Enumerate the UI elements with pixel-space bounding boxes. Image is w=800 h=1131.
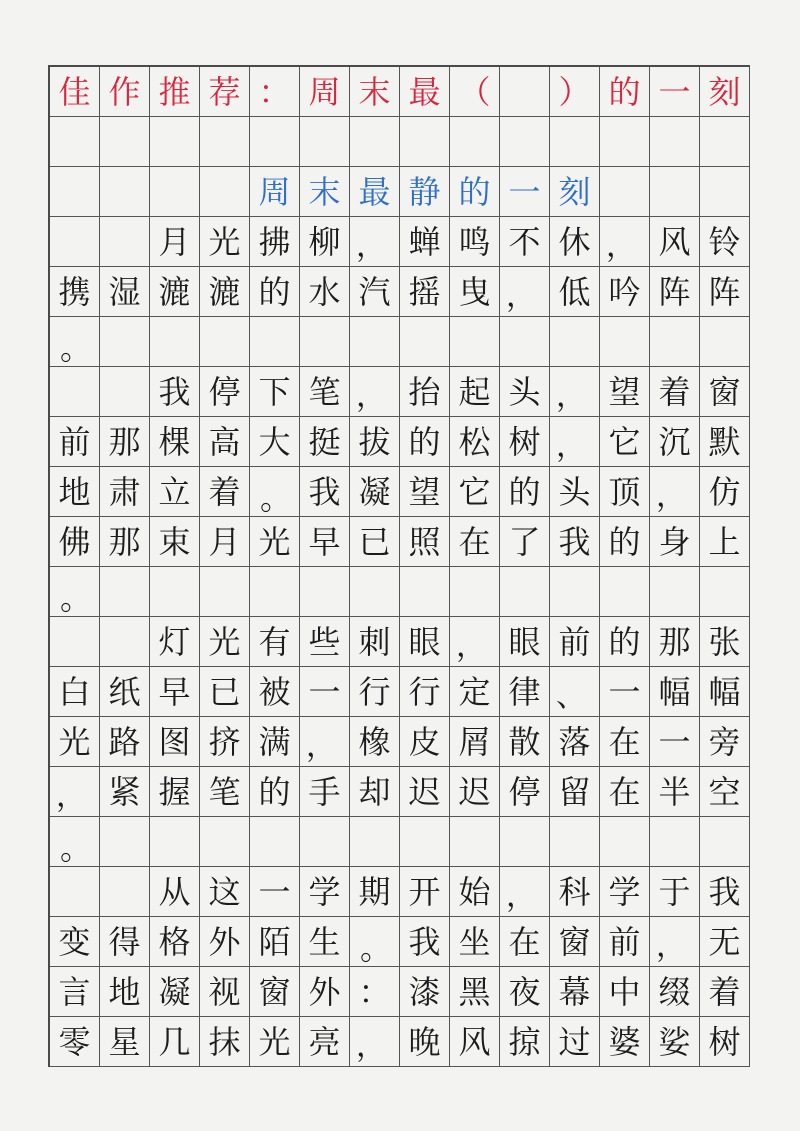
essay-char-cell: 抬: [400, 367, 450, 417]
essay-char-cell: ，: [350, 367, 400, 417]
essay-char-cell: 月: [150, 217, 200, 267]
essay-char-cell: 的: [400, 417, 450, 467]
essay-char-cell: 头: [550, 467, 600, 517]
essay-char-cell: 树: [500, 417, 550, 467]
essay-char-cell: 握: [150, 767, 200, 817]
essay-char-cell: 我: [700, 867, 750, 917]
essay-char-cell: 得: [100, 917, 150, 967]
essay-char-cell: [600, 567, 650, 617]
essay-char-cell: 无: [700, 917, 750, 967]
essay-title-char: 一: [500, 167, 550, 217]
essay-char-cell: 阵: [700, 267, 750, 317]
essay-char-cell: 的: [600, 517, 650, 567]
essay-char-cell: 刺: [350, 617, 400, 667]
essay-char-cell: 大: [250, 417, 300, 467]
essay-char-cell: 过: [550, 1017, 600, 1067]
essay-char-cell: 它: [600, 417, 650, 467]
essay-char-cell: 漆: [400, 967, 450, 1017]
essay-char-cell: [350, 317, 400, 367]
header-title-char: ）: [550, 67, 600, 117]
essay-char-cell: 黑: [450, 967, 500, 1017]
header-title-char: （: [450, 67, 500, 117]
essay-char-cell: [700, 817, 750, 867]
essay-char-cell: [300, 317, 350, 367]
essay-char-cell: [300, 567, 350, 617]
essay-char-cell: 停: [200, 367, 250, 417]
essay-char-cell: 这: [200, 867, 250, 917]
essay-char-cell: [250, 567, 300, 617]
essay-char-cell: 外: [200, 917, 250, 967]
essay-char-cell: [500, 817, 550, 867]
essay-char-cell: 眼: [400, 617, 450, 667]
essay-char-cell: 格: [150, 917, 200, 967]
essay-char-cell: 满: [250, 717, 300, 767]
essay-title-char: 刻: [550, 167, 600, 217]
header-title-char: 佳: [50, 67, 100, 117]
essay-char-cell: [200, 817, 250, 867]
essay-char-cell: 学: [300, 867, 350, 917]
essay-char-cell: 在: [600, 717, 650, 767]
essay-char-cell: 默: [700, 417, 750, 467]
essay-char-cell: 手: [300, 767, 350, 817]
essay-char-cell: 拂: [250, 217, 300, 267]
essay-char-cell: 沉: [650, 417, 700, 467]
essay-char-cell: [100, 817, 150, 867]
empty-cell: [300, 117, 350, 167]
essay-char-cell: 挤: [200, 717, 250, 767]
empty-cell: [550, 117, 600, 167]
essay-char-cell: 开: [400, 867, 450, 917]
essay-char-cell: 迟: [400, 767, 450, 817]
essay-char-cell: 灯: [150, 617, 200, 667]
essay-char-cell: 橡: [350, 717, 400, 767]
essay-char-cell: 树: [700, 1017, 750, 1067]
essay-char-cell: 外: [300, 967, 350, 1017]
essay-char-cell: [700, 317, 750, 367]
essay-char-cell: 期: [350, 867, 400, 917]
essay-char-cell: [450, 317, 500, 367]
essay-title-char: 静: [400, 167, 450, 217]
essay-char-cell: 始: [450, 867, 500, 917]
essay-char-cell: ，: [50, 767, 100, 817]
essay-char-cell: 紧: [100, 767, 150, 817]
essay-char-cell: 。: [250, 467, 300, 517]
essay-char-cell: [500, 567, 550, 617]
essay-char-cell: [150, 317, 200, 367]
essay-char-cell: [100, 317, 150, 367]
empty-cell: [650, 117, 700, 167]
essay-char-cell: 零: [50, 1017, 100, 1067]
essay-char-cell: [200, 567, 250, 617]
essay-char-cell: 着: [700, 967, 750, 1017]
essay-char-cell: 娑: [650, 1017, 700, 1067]
essay-char-cell: [250, 817, 300, 867]
essay-char-cell: ，: [650, 467, 700, 517]
essay-char-cell: 上: [700, 517, 750, 567]
essay-char-cell: 落: [550, 717, 600, 767]
essay-char-cell: 头: [500, 367, 550, 417]
essay-char-cell: 夜: [500, 967, 550, 1017]
essay-char-cell: 肃: [100, 467, 150, 517]
essay-char-cell: 星: [100, 1017, 150, 1067]
essay-char-cell: ，: [550, 367, 600, 417]
essay-char-cell: 皮: [400, 717, 450, 767]
essay-char-cell: 早: [150, 667, 200, 717]
header-title-char: 刻: [700, 67, 750, 117]
essay-char-cell: 风: [650, 217, 700, 267]
essay-char-cell: 前: [600, 917, 650, 967]
empty-cell: [350, 117, 400, 167]
essay-char-cell: 前: [550, 617, 600, 667]
essay-char-cell: [600, 317, 650, 367]
essay-char-cell: 言: [50, 967, 100, 1017]
essay-char-cell: [100, 567, 150, 617]
essay-char-cell: 水: [300, 267, 350, 317]
essay-char-cell: ，: [450, 617, 500, 667]
essay-char-cell: 高: [200, 417, 250, 467]
essay-char-cell: 在: [500, 917, 550, 967]
essay-char-cell: 。: [50, 817, 100, 867]
essay-char-cell: [150, 817, 200, 867]
essay-char-cell: 空: [700, 767, 750, 817]
essay-char-cell: 那: [650, 617, 700, 667]
essay-char-cell: [500, 317, 550, 367]
essay-char-cell: 仿: [700, 467, 750, 517]
essay-char-cell: [50, 217, 100, 267]
essay-char-cell: 。: [50, 317, 100, 367]
essay-char-cell: [400, 317, 450, 367]
empty-cell: [100, 117, 150, 167]
essay-char-cell: 了: [500, 517, 550, 567]
essay-char-cell: 行: [350, 667, 400, 717]
essay-char-cell: 幅: [700, 667, 750, 717]
essay-char-cell: 旁: [700, 717, 750, 767]
essay-char-cell: 松: [450, 417, 500, 467]
essay-char-cell: [100, 217, 150, 267]
header-title-char: 荐: [200, 67, 250, 117]
essay-char-cell: [700, 567, 750, 617]
essay-char-cell: 窗: [550, 917, 600, 967]
essay-char-cell: [550, 317, 600, 367]
essay-char-cell: 月: [200, 517, 250, 567]
essay-char-cell: ，: [300, 717, 350, 767]
essay-char-cell: 凝: [350, 467, 400, 517]
essay-char-cell: 从: [150, 867, 200, 917]
essay-char-cell: 科: [550, 867, 600, 917]
essay-char-cell: 停: [500, 767, 550, 817]
essay-char-cell: 眼: [500, 617, 550, 667]
empty-cell: [700, 117, 750, 167]
essay-char-cell: 幕: [550, 967, 600, 1017]
essay-char-cell: 铃: [700, 217, 750, 267]
essay-char-cell: [350, 567, 400, 617]
essay-char-cell: 图: [150, 717, 200, 767]
essay-char-cell: 我: [300, 467, 350, 517]
essay-char-cell: 纸: [100, 667, 150, 717]
essay-char-cell: 照: [400, 517, 450, 567]
empty-cell: [400, 117, 450, 167]
empty-cell: [50, 167, 100, 217]
header-title-char: 作: [100, 67, 150, 117]
essay-char-cell: 它: [450, 467, 500, 517]
essay-char-cell: [650, 317, 700, 367]
essay-char-cell: 光: [250, 1017, 300, 1067]
essay-char-cell: 湿: [100, 267, 150, 317]
essay-title-char: 末: [300, 167, 350, 217]
essay-char-cell: 留: [550, 767, 600, 817]
empty-cell: [100, 167, 150, 217]
essay-char-cell: 亮: [300, 1017, 350, 1067]
essay-char-cell: 望: [400, 467, 450, 517]
essay-char-cell: 屑: [450, 717, 500, 767]
writing-grid-paper: [48, 65, 750, 1067]
essay-char-cell: 光: [50, 717, 100, 767]
essay-char-cell: 着: [200, 467, 250, 517]
essay-char-cell: ：: [350, 967, 400, 1017]
essay-char-cell: 于: [650, 867, 700, 917]
essay-char-cell: [400, 817, 450, 867]
essay-char-cell: 那: [100, 517, 150, 567]
empty-cell: [450, 117, 500, 167]
essay-char-cell: 早: [300, 517, 350, 567]
essay-title-char: 的: [450, 167, 500, 217]
essay-char-cell: ，: [350, 217, 400, 267]
essay-char-cell: 挺: [300, 417, 350, 467]
essay-char-cell: ，: [500, 867, 550, 917]
essay-char-cell: 晚: [400, 1017, 450, 1067]
essay-char-cell: 一: [300, 667, 350, 717]
header-title-char: 末: [350, 67, 400, 117]
essay-char-cell: 低: [550, 267, 600, 317]
essay-char-cell: 风: [450, 1017, 500, 1067]
essay-char-cell: 前: [50, 417, 100, 467]
essay-char-cell: 摇: [400, 267, 450, 317]
essay-char-cell: 已: [350, 517, 400, 567]
essay-char-cell: [100, 867, 150, 917]
header-title-char: ：: [250, 67, 300, 117]
essay-char-cell: 几: [150, 1017, 200, 1067]
essay-char-cell: 缀: [650, 967, 700, 1017]
empty-cell: [600, 167, 650, 217]
header-title-char: [500, 67, 550, 117]
essay-char-cell: 棵: [150, 417, 200, 467]
essay-char-cell: 阵: [650, 267, 700, 317]
essay-char-cell: 掠: [500, 1017, 550, 1067]
essay-char-cell: 的: [250, 767, 300, 817]
essay-char-cell: 拔: [350, 417, 400, 467]
essay-char-cell: 陌: [250, 917, 300, 967]
essay-char-cell: 我: [150, 367, 200, 417]
essay-char-cell: 。: [50, 567, 100, 617]
essay-char-cell: 窗: [700, 367, 750, 417]
essay-char-cell: [650, 817, 700, 867]
empty-cell: [50, 117, 100, 167]
essay-char-cell: 笔: [200, 767, 250, 817]
essay-char-cell: [50, 617, 100, 667]
essay-char-cell: 光: [200, 217, 250, 267]
essay-char-cell: 白: [50, 667, 100, 717]
essay-char-cell: 束: [150, 517, 200, 567]
essay-char-cell: 我: [400, 917, 450, 967]
essay-char-cell: 我: [550, 517, 600, 567]
essay-char-cell: 柳: [300, 217, 350, 267]
essay-char-cell: [650, 567, 700, 617]
essay-char-cell: [100, 367, 150, 417]
essay-char-cell: 、: [550, 667, 600, 717]
empty-cell: [600, 117, 650, 167]
essay-char-cell: 地: [50, 467, 100, 517]
empty-cell: [150, 167, 200, 217]
essay-char-cell: [600, 817, 650, 867]
empty-cell: [500, 117, 550, 167]
essay-char-cell: ，: [500, 267, 550, 317]
essay-char-cell: ，: [600, 217, 650, 267]
empty-cell: [150, 117, 200, 167]
essay-char-cell: 携: [50, 267, 100, 317]
header-title-char: 周: [300, 67, 350, 117]
essay-char-cell: 地: [100, 967, 150, 1017]
essay-char-cell: [400, 567, 450, 617]
header-title-char: 一: [650, 67, 700, 117]
header-title-char: 的: [600, 67, 650, 117]
essay-char-cell: 学: [600, 867, 650, 917]
essay-char-cell: [250, 317, 300, 367]
essay-char-cell: ，: [550, 417, 600, 467]
essay-char-cell: 生: [300, 917, 350, 967]
empty-cell: [250, 117, 300, 167]
essay-char-cell: 视: [200, 967, 250, 1017]
essay-char-cell: 着: [650, 367, 700, 417]
essay-char-cell: 律: [500, 667, 550, 717]
essay-char-cell: 坐: [450, 917, 500, 967]
essay-char-cell: [200, 317, 250, 367]
essay-char-cell: [50, 867, 100, 917]
essay-char-cell: 定: [450, 667, 500, 717]
essay-char-cell: [300, 817, 350, 867]
essay-char-cell: [150, 567, 200, 617]
empty-cell: [650, 167, 700, 217]
essay-char-cell: 漉: [200, 267, 250, 317]
essay-char-cell: 蝉: [400, 217, 450, 267]
essay-char-cell: 汽: [350, 267, 400, 317]
essay-char-cell: 张: [700, 617, 750, 667]
essay-char-cell: 一: [600, 667, 650, 717]
essay-char-cell: [100, 617, 150, 667]
essay-char-cell: ，: [350, 1017, 400, 1067]
essay-char-cell: 曳: [450, 267, 500, 317]
essay-char-cell: 些: [300, 617, 350, 667]
essay-char-cell: 光: [250, 517, 300, 567]
header-title-char: 最: [400, 67, 450, 117]
essay-char-cell: 立: [150, 467, 200, 517]
essay-char-cell: 的: [500, 467, 550, 517]
essay-char-cell: 路: [100, 717, 150, 767]
essay-char-cell: 抹: [200, 1017, 250, 1067]
essay-char-cell: 下: [250, 367, 300, 417]
essay-char-cell: 在: [450, 517, 500, 567]
essay-char-cell: 起: [450, 367, 500, 417]
essay-char-cell: [450, 567, 500, 617]
essay-char-cell: 休: [550, 217, 600, 267]
empty-cell: [700, 167, 750, 217]
essay-char-cell: 幅: [650, 667, 700, 717]
essay-char-cell: 身: [650, 517, 700, 567]
essay-char-cell: [550, 567, 600, 617]
essay-char-cell: 被: [250, 667, 300, 717]
essay-char-cell: 半: [650, 767, 700, 817]
header-title-char: 推: [150, 67, 200, 117]
essay-char-cell: 婆: [600, 1017, 650, 1067]
essay-char-cell: 吟: [600, 267, 650, 317]
essay-char-cell: 那: [100, 417, 150, 467]
empty-cell: [200, 117, 250, 167]
essay-char-cell: 不: [500, 217, 550, 267]
essay-char-cell: [50, 367, 100, 417]
essay-char-cell: 却: [350, 767, 400, 817]
essay-char-cell: 一: [250, 867, 300, 917]
essay-char-cell: 的: [600, 617, 650, 667]
essay-char-cell: 顶: [600, 467, 650, 517]
essay-char-cell: [350, 817, 400, 867]
essay-char-cell: 行: [400, 667, 450, 717]
essay-char-cell: 凝: [150, 967, 200, 1017]
essay-char-cell: 。: [350, 917, 400, 967]
essay-char-cell: 一: [650, 717, 700, 767]
essay-char-cell: 鸣: [450, 217, 500, 267]
essay-char-cell: 的: [250, 267, 300, 317]
essay-char-cell: 变: [50, 917, 100, 967]
essay-char-cell: 望: [600, 367, 650, 417]
essay-char-cell: [450, 817, 500, 867]
essay-char-cell: 已: [200, 667, 250, 717]
essay-char-cell: [550, 817, 600, 867]
essay-char-cell: 佛: [50, 517, 100, 567]
essay-char-cell: 在: [600, 767, 650, 817]
essay-char-cell: 窗: [250, 967, 300, 1017]
essay-title-char: 周: [250, 167, 300, 217]
essay-char-cell: 散: [500, 717, 550, 767]
essay-char-cell: 迟: [450, 767, 500, 817]
empty-cell: [200, 167, 250, 217]
essay-char-cell: 光: [200, 617, 250, 667]
essay-char-cell: 中: [600, 967, 650, 1017]
essay-char-cell: 漉: [150, 267, 200, 317]
essay-char-cell: ，: [650, 917, 700, 967]
essay-title-char: 最: [350, 167, 400, 217]
essay-char-cell: 有: [250, 617, 300, 667]
essay-char-cell: 笔: [300, 367, 350, 417]
